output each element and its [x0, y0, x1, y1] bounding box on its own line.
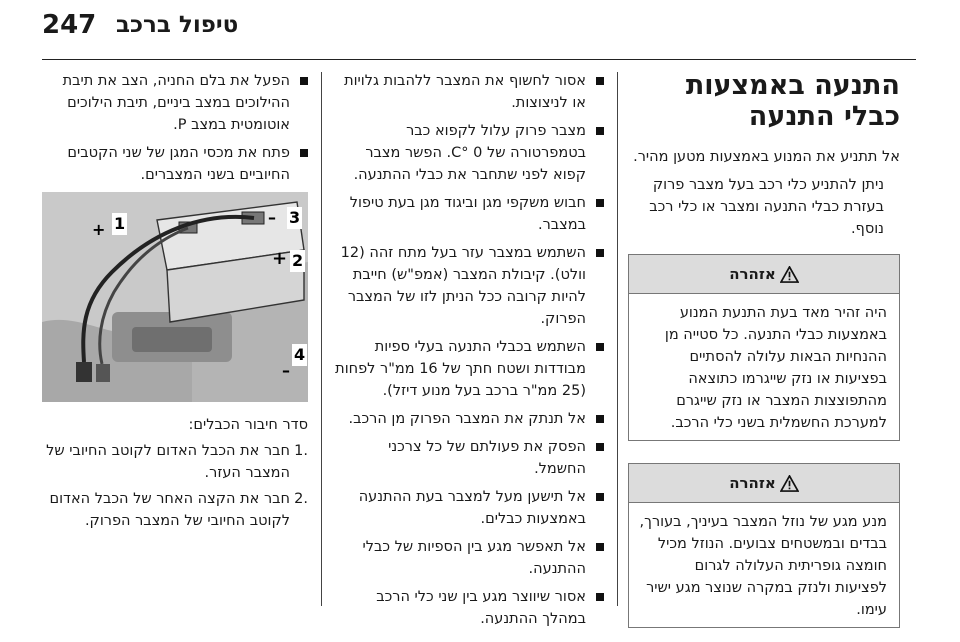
list-item-text: פתח את מכסי המגן של שני הקטבים החיוביים בשני המצברים. [67, 145, 290, 183]
square-bullet-icon [596, 77, 604, 85]
callout-minus-4: – [282, 361, 290, 380]
precautions-list [334, 70, 604, 630]
page-number: 247 [42, 10, 97, 40]
warning-text: מנע מגע של נוזל המצבר בעיניך, בעורך, בבדים ובמשטחים צבועים. הנוזל מכיל חומצה גופריתית העלולה לגרום לפציעות ולנזק במקרה שנוצר מגע ישיר עימו. [639, 514, 887, 618]
square-bullet-icon [596, 493, 604, 501]
callout-plus-1: + [92, 220, 106, 239]
warning-box-1 [628, 254, 900, 441]
list-item-text: אל תישען מעל למצבר בעת ההתנעה באמצעות כבלים. [358, 489, 586, 527]
left-column [38, 70, 308, 536]
list-item-text: מצבר פרוק עלול לקפוא כבר בטמפרטורה של 0 °C. הפשר מצבר קפוא לפני שתחבר את כבלי ההתנעה. [353, 123, 586, 183]
list-item [334, 586, 604, 630]
warning-triangle-icon [780, 266, 799, 283]
list-item [38, 70, 308, 136]
list-item [334, 242, 604, 330]
square-bullet-icon [596, 415, 604, 423]
list-item [334, 336, 604, 402]
callout-plus-2: + [272, 248, 288, 269]
list-item-text: אסור שיווצר מגע בין שני כלי הרכב במהלך ההתנעה. [376, 589, 586, 627]
warning-heading [629, 464, 899, 503]
step-number: 2. [294, 491, 308, 507]
section-title: התנעה באמצעות כבלי התנעה [685, 70, 900, 132]
square-bullet-icon [596, 249, 604, 257]
step-text: חבר את הקצה האחר של הכבל האדום לקוטב החיובי של המצבר הפרוק. [49, 491, 290, 529]
jump-start-figure [42, 192, 308, 402]
column-divider-right [617, 72, 618, 606]
warning-heading-label: אזהרה [729, 265, 776, 283]
list-item [334, 408, 604, 430]
intro-paragraph-1: אל תתניע את המנוע באמצעות מטען מהיר. [633, 149, 900, 165]
step-item [38, 488, 308, 532]
square-bullet-icon [596, 443, 604, 451]
intro-paragraph-2: ניתן להתניע כלי רכב בעל מצבר פרוק בעזרת כבלי התנעה ומצבר או כלי רכב נוסף. [649, 177, 884, 237]
square-bullet-icon [596, 543, 604, 551]
list-item-text: השתמש בכבלי התנעה בעלי ספיות מבודדות ושטח חתך של 16 ממ"ר לפחות (25 ממ"ר ברכב בעל מנוע דיזל). [335, 339, 586, 399]
list-item-text: אסור לחשוף את המצבר ללהבות גלויות או לניצוצות. [344, 73, 586, 111]
callout-1: 1 [114, 214, 126, 233]
list-item-text: אל תנתק את המצבר הפרוק מן הרכב. [348, 411, 586, 427]
warning-heading [629, 255, 899, 294]
step-item [38, 440, 308, 484]
square-bullet-icon [596, 343, 604, 351]
warning-text: היה זהיר מאד בעת התנעת המנוע באמצעות כבלי התנעה. כל סטייה מן ההנחיות הבאות עלולה להסתיים בפציעות או נזק שייגרמו כתוצאה מהתפוצצות המצבר או נזק שייגרם למערכת החשמלית בשני כלי הרכב. [664, 305, 887, 431]
steps-title: סדר חיבור הכבלים: [188, 417, 308, 433]
right-column [628, 70, 900, 628]
header-rule [42, 59, 916, 60]
warning-heading-label: אזהרה [729, 474, 776, 492]
warning-triangle-icon [780, 475, 799, 492]
warning-box-2 [628, 463, 900, 628]
list-item [334, 70, 604, 114]
list-item [334, 120, 604, 186]
square-bullet-icon [300, 149, 308, 157]
list-item-text: השתמש במצבר עזר בעל מתח זהה (12 וולט). קיבולת המצבר (אמפ"ש) חייבת להיות קרובה ככל הניתן לזו של המצבר הפרוק. [340, 245, 586, 327]
square-bullet-icon [596, 593, 604, 601]
list-item [334, 536, 604, 580]
list-item [38, 142, 308, 186]
preparation-list [38, 70, 308, 186]
running-title: טיפול ברכב [116, 12, 239, 38]
list-item-text: הפעל את בלם החניה, הצב את תיבת ההילוכים במצב ביניים, תיבת הילוכים אוטומטית במצב P. [62, 73, 290, 133]
step-text: חבר את הכבל האדום לקוטב החיובי של המצבר העזר. [46, 443, 290, 481]
square-bullet-icon [596, 127, 604, 135]
callout-2: 2 [292, 251, 304, 270]
step-number: 1. [294, 443, 308, 459]
middle-column [334, 70, 604, 636]
list-item-text: חבוש משקפי מגן וביגוד מגן בעת טיפול במצבר. [349, 195, 586, 233]
list-item-text: הפסק את פעולתם של כל צרכני החשמל. [388, 439, 586, 477]
list-item [334, 436, 604, 480]
list-item [334, 486, 604, 530]
callout-3: 3 [289, 208, 301, 227]
callout-4: 4 [294, 345, 306, 364]
callout-minus-3: – [268, 208, 276, 227]
list-item [334, 192, 604, 236]
square-bullet-icon [596, 199, 604, 207]
connection-steps [38, 440, 308, 532]
page-header [0, 0, 960, 64]
list-item-text: אל תאפשר מגע בין הספיות של כבלי ההתנעה. [362, 539, 586, 577]
column-divider-left [321, 72, 322, 606]
square-bullet-icon [300, 77, 308, 85]
